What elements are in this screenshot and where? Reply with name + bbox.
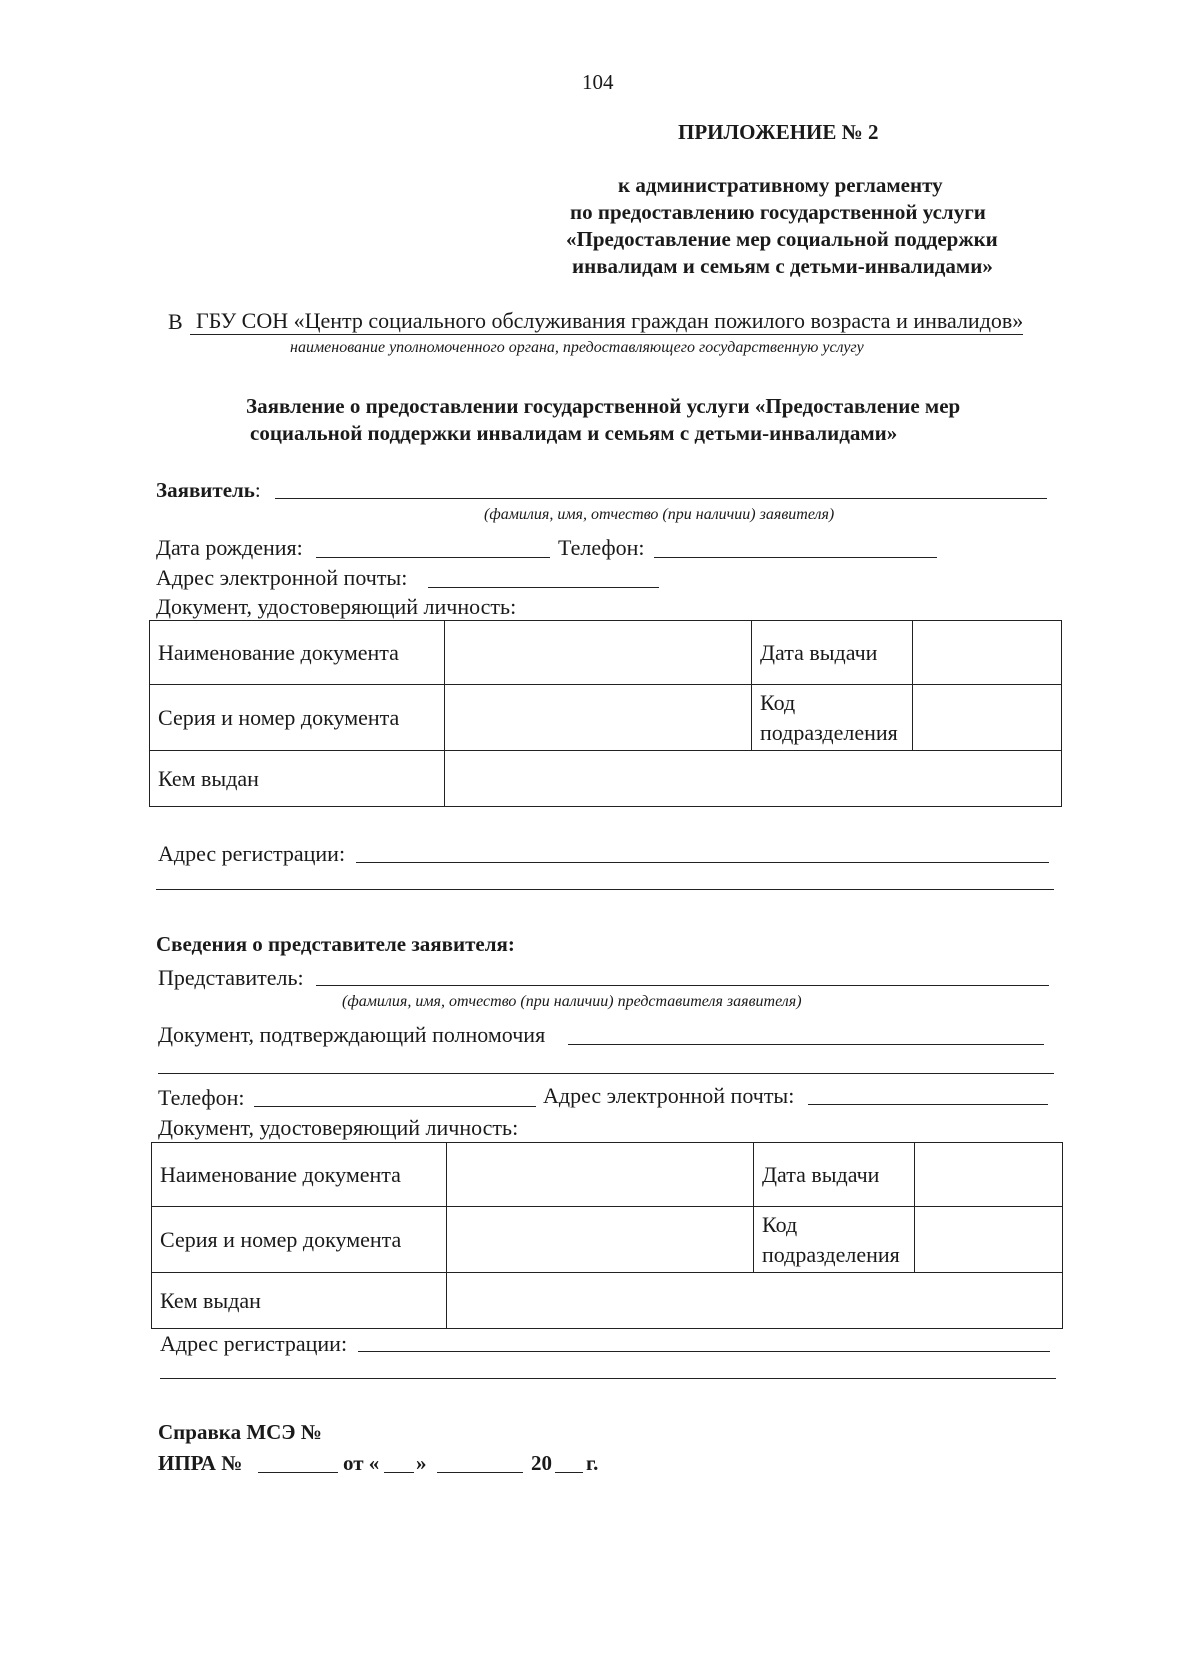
series-number-label: Серия и номер документа (152, 1207, 447, 1273)
doc-name-field[interactable] (445, 621, 752, 685)
statement-title-line-2: социальной поддержки инвалидам и семьям с детьми-инвалидами» (250, 421, 898, 445)
table-row (152, 1207, 1063, 1273)
applicant-caption: (фамилия, имя, отчество (при наличии) заявителя) (484, 506, 835, 523)
representative-section-title: Сведения о представителе заявителя: (156, 932, 515, 956)
applicant-email-label: Адрес электронной почты: (156, 565, 408, 590)
issue-date-label: Дата выдачи (752, 621, 913, 685)
header-line-3: «Предоставление мер социальной поддержки (566, 227, 998, 251)
representative-email-field[interactable] (808, 1104, 1048, 1105)
representative-email-label: Адрес электронной почты: (543, 1083, 795, 1108)
representative-address-field[interactable] (358, 1351, 1050, 1352)
ipra-year-suffix: г. (586, 1451, 599, 1475)
representative-name-field[interactable] (316, 985, 1049, 986)
applicant-phone-field[interactable] (654, 557, 937, 558)
page-number: 104 (582, 70, 614, 94)
issue-date-field[interactable] (915, 1143, 1063, 1207)
issue-date-label: Дата выдачи (754, 1143, 915, 1207)
ipra-number-field[interactable] (258, 1472, 338, 1473)
recipient-caption: наименование уполномоченного органа, предоставляющего государственную услугу (290, 339, 864, 356)
division-code-line-2: подразделения (762, 1241, 900, 1267)
applicant-address-label: Адрес регистрации: (158, 841, 346, 866)
table-row (150, 751, 1062, 807)
division-code-label (754, 1207, 915, 1273)
doc-name-field[interactable] (447, 1143, 754, 1207)
applicant-id-table (149, 620, 1062, 807)
header-line-1: к административному регламенту (618, 173, 943, 197)
ipra-from-label: от « (343, 1451, 380, 1475)
header-line-2: по предоставлению государственной услуги (570, 200, 986, 224)
issued-by-label: Кем выдан (152, 1273, 447, 1329)
applicant-address-field[interactable] (356, 862, 1049, 863)
mse-certificate-label: Справка МСЭ № (158, 1420, 322, 1444)
ipra-year-prefix: 20 (531, 1451, 552, 1475)
issue-date-field[interactable] (913, 621, 1062, 685)
representative-address-label: Адрес регистрации: (160, 1331, 348, 1356)
series-number-label: Серия и номер документа (150, 685, 445, 751)
table-row (152, 1273, 1063, 1329)
issued-by-label: Кем выдан (150, 751, 445, 807)
representative-phone-label: Телефон: (158, 1085, 245, 1110)
ipra-quote-close: » (416, 1451, 427, 1475)
ipra-month-field[interactable] (437, 1472, 523, 1473)
doc-name-label: Наименование документа (150, 621, 445, 685)
series-number-field[interactable] (445, 685, 752, 751)
table-row (152, 1143, 1063, 1207)
authority-doc-label: Документ, подтверждающий полномочия (158, 1022, 546, 1047)
ipra-year-field[interactable] (555, 1472, 583, 1473)
representative-id-doc-label: Документ, удостоверяющий личность: (158, 1115, 519, 1140)
recipient-prefix: В (168, 309, 183, 334)
table-row (150, 685, 1062, 751)
ipra-day-field[interactable] (384, 1472, 414, 1473)
doc-name-label: Наименование документа (152, 1143, 447, 1207)
table-row (150, 621, 1062, 685)
representative-label: Представитель: (158, 965, 304, 990)
applicant-email-field[interactable] (428, 587, 659, 588)
authority-doc-field-2[interactable] (158, 1073, 1054, 1074)
applicant-address-field-2[interactable] (156, 889, 1054, 890)
applicant-phone-label: Телефон: (558, 535, 645, 560)
applicant-colon: : (254, 478, 261, 502)
representative-address-field-2[interactable] (160, 1378, 1056, 1379)
birth-date-field[interactable] (316, 557, 550, 558)
applicant-name-field[interactable] (275, 498, 1047, 499)
recipient-name: ГБУ СОН «Центр социального обслуживания граждан пожилого возраста и инвалидов» (190, 308, 1023, 335)
authority-doc-field[interactable] (568, 1044, 1044, 1045)
division-code-field[interactable] (913, 685, 1062, 751)
applicant-id-doc-label: Документ, удостоверяющий личность: (156, 594, 517, 619)
series-number-field[interactable] (447, 1207, 754, 1273)
representative-caption: (фамилия, имя, отчество (при наличии) представителя заявителя) (342, 993, 802, 1010)
division-code-line-2: подразделения (760, 719, 898, 745)
division-code-line-1: Код (762, 1211, 798, 1237)
representative-phone-field[interactable] (254, 1106, 536, 1107)
ipra-label: ИПРА № (158, 1451, 243, 1475)
division-code-label (752, 685, 913, 751)
issued-by-field[interactable] (447, 1273, 1063, 1329)
birth-date-label: Дата рождения: (156, 535, 303, 560)
statement-title-line-1: Заявление о предоставлении государственной услуги «Предоставление мер (246, 394, 961, 418)
representative-id-table (151, 1142, 1063, 1329)
appendix-title: ПРИЛОЖЕНИЕ № 2 (678, 120, 879, 144)
applicant-label-wrap (156, 478, 261, 503)
division-code-line-1: Код (760, 689, 796, 715)
header-line-4: инвалидам и семьям с детьми-инвалидами» (572, 254, 993, 278)
division-code-field[interactable] (915, 1207, 1063, 1273)
issued-by-field[interactable] (445, 751, 1062, 807)
applicant-label: Заявитель (156, 478, 255, 502)
